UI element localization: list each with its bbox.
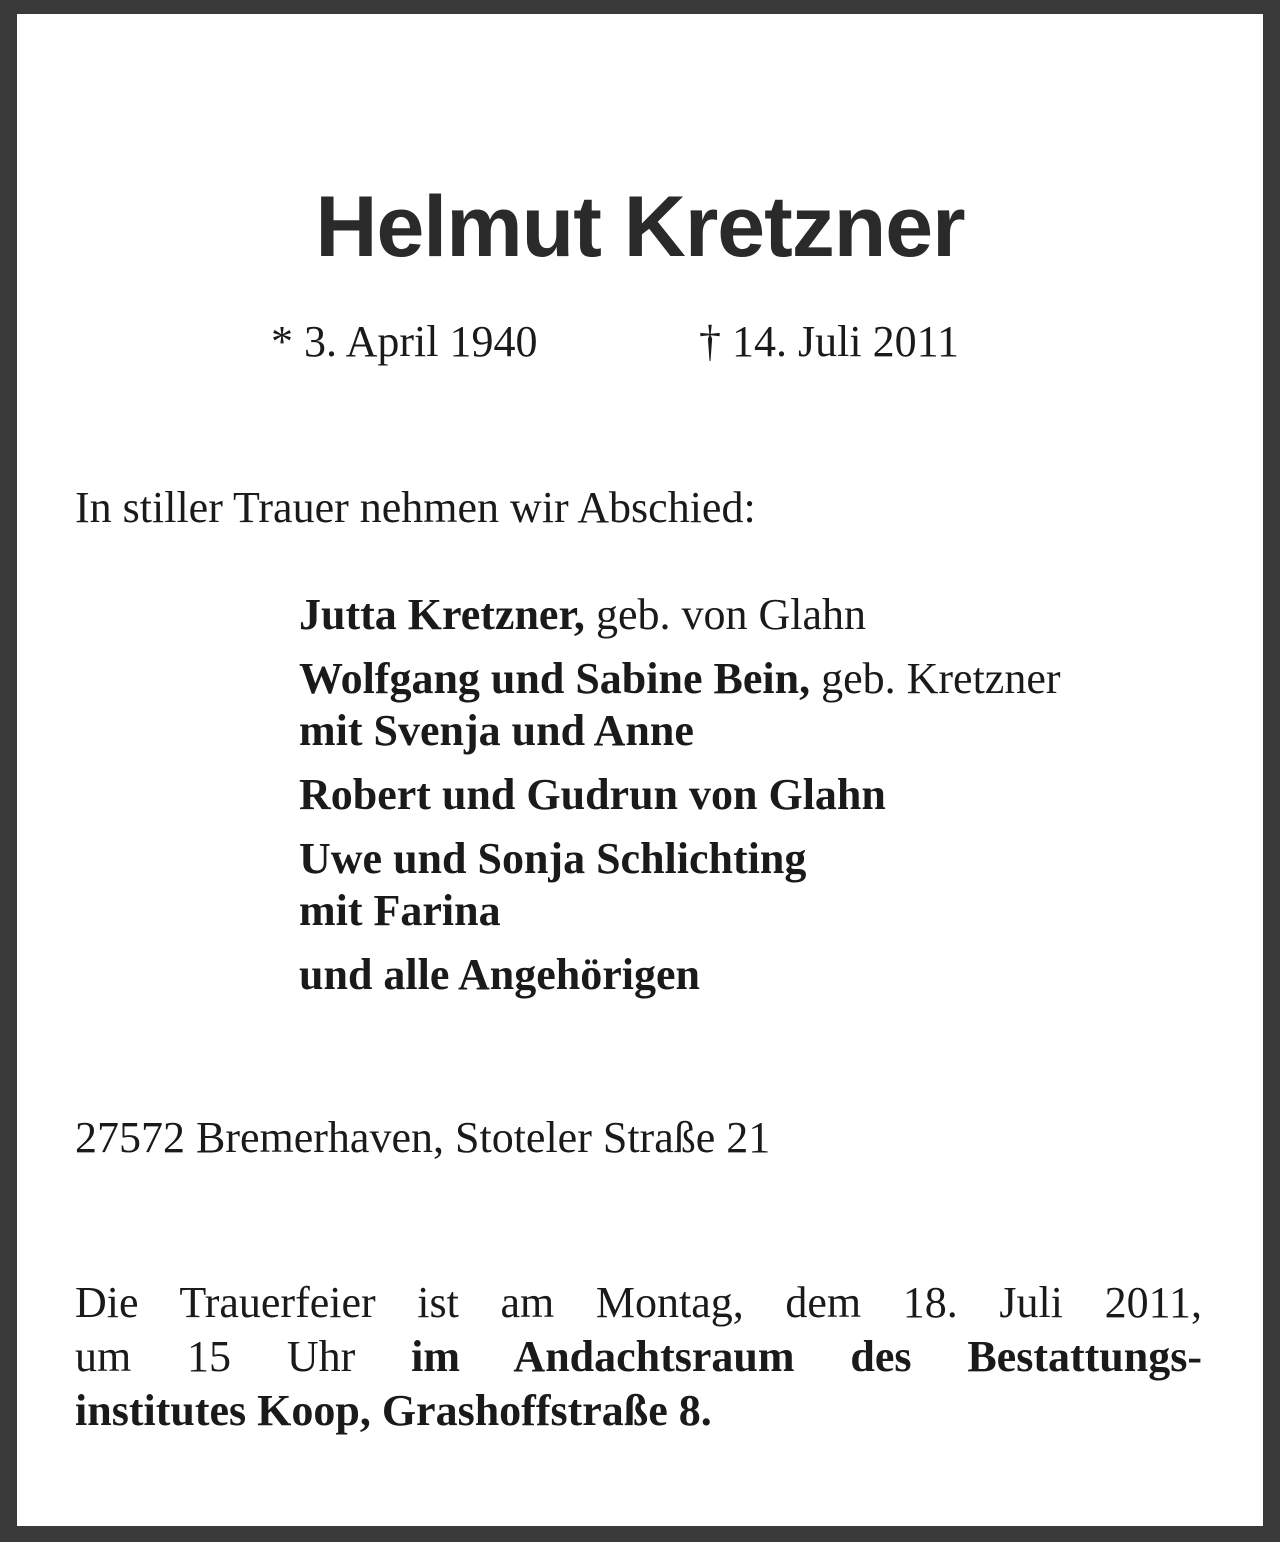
mourner-entry bbox=[299, 949, 1061, 1001]
funeral-service-info bbox=[75, 1276, 1202, 1438]
mourner-note: geb. Kretzner bbox=[810, 654, 1061, 703]
mourner-line bbox=[299, 589, 1061, 641]
service-line: Die Trauerfeier ist am Montag, dem 18. Juli 2011, bbox=[75, 1278, 1202, 1327]
mourner-name: mit Farina bbox=[299, 886, 501, 935]
mourner-name: mit Svenja und Anne bbox=[299, 706, 694, 755]
mourner-line bbox=[299, 705, 1061, 757]
service-venue-address: institutes Koop, Grashoffstraße 8. bbox=[75, 1386, 712, 1435]
service-line bbox=[75, 1330, 1202, 1384]
mourner-line bbox=[299, 833, 1061, 885]
service-time: um 15 Uhr bbox=[75, 1332, 412, 1381]
mourner-entry bbox=[299, 589, 1061, 641]
mourner-name: Wolfgang und Sabine Bein, bbox=[299, 654, 811, 703]
service-venue: im Andachtsraum des Bestattungs- bbox=[411, 1332, 1203, 1381]
death-date: † 14. Juli 2011 bbox=[699, 317, 959, 366]
mourner-entry bbox=[299, 769, 1061, 821]
mourners-list bbox=[299, 589, 1061, 1013]
mourner-line bbox=[299, 653, 1061, 705]
mourner-name: und alle Angehörigen bbox=[299, 950, 700, 999]
birth-date: * 3. April 1940 bbox=[271, 317, 538, 366]
service-line bbox=[75, 1384, 1202, 1438]
mourner-line bbox=[299, 885, 1061, 937]
mourner-entry bbox=[299, 833, 1061, 937]
mourner-name: Robert und Gudrun von Glahn bbox=[299, 770, 886, 819]
deceased-name: Helmut Kretzner bbox=[315, 179, 965, 275]
mourner-name: Jutta Kretzner, bbox=[299, 590, 585, 639]
mourner-note: geb. von Glahn bbox=[584, 590, 866, 639]
mourner-line bbox=[299, 769, 1061, 821]
family-address: 27572 Bremerhaven, Stoteler Straße 21 bbox=[75, 1113, 771, 1162]
mourner-entry bbox=[299, 653, 1061, 757]
mourner-line bbox=[299, 949, 1061, 1001]
mourner-name: Uwe und Sonja Schlichting bbox=[299, 834, 807, 883]
farewell-intro: In stiller Trauer nehmen wir Abschied: bbox=[75, 483, 756, 532]
